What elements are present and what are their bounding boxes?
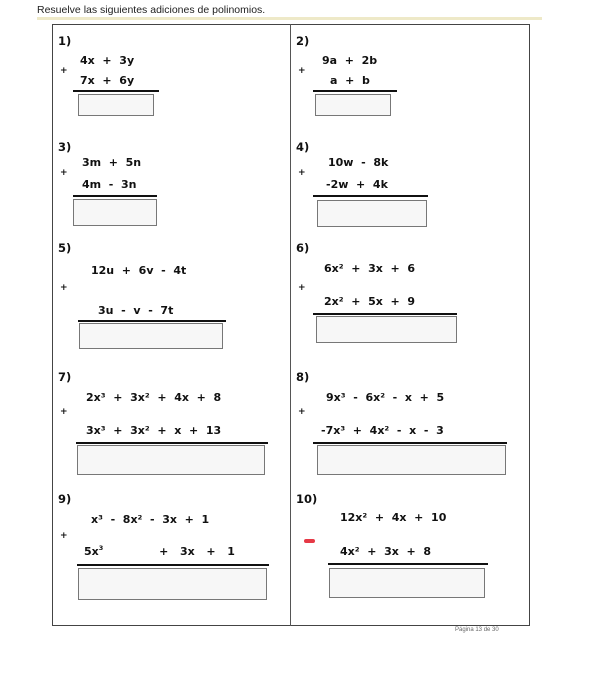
answer-box-7[interactable] (77, 445, 265, 475)
addend-1: 3m + 5n (82, 156, 142, 169)
sum-line (328, 563, 488, 565)
answer-box-2[interactable] (315, 94, 391, 116)
answer-box-6[interactable] (316, 316, 457, 343)
addend-1: x³ - 8x² - 3x + 1 (91, 513, 210, 526)
column-divider (290, 24, 291, 626)
problem-number: 4) (296, 140, 310, 154)
answer-box-9[interactable] (78, 568, 267, 600)
problem-number: 6) (296, 241, 310, 255)
problem-number: 9) (58, 492, 72, 506)
answer-box-5[interactable] (79, 323, 223, 349)
sum-line (313, 90, 397, 92)
addend-2: -2w + 4k (326, 178, 388, 191)
plus-sign: + (60, 168, 68, 178)
answer-box-4[interactable] (317, 200, 427, 227)
sum-line (313, 442, 507, 444)
addend-2: 2x² + 5x + 9 (324, 295, 416, 308)
addend-2-term: $5x^3$ (84, 544, 104, 558)
addend-1: 4x + 3y (80, 54, 135, 67)
sum-line (73, 195, 157, 197)
sum-line (313, 313, 457, 315)
red-minus-mark-icon (304, 539, 315, 543)
problem-number: 7) (58, 370, 72, 384)
addend-1: 12u + 6v - 4t (91, 264, 187, 277)
answer-box-3[interactable] (73, 199, 157, 226)
addend-2: 4m - 3n (82, 178, 137, 191)
answer-box-8[interactable] (317, 445, 506, 475)
plus-sign: + (298, 283, 306, 293)
plus-sign: + (60, 66, 68, 76)
problem-number: 5) (58, 241, 72, 255)
addend-1: 6x² + 3x + 6 (324, 262, 416, 275)
plus-sign: + (298, 66, 306, 76)
addend-2: -7x³ + 4x² - x - 3 (321, 424, 444, 437)
sum-line (78, 320, 226, 322)
sum-line (73, 90, 159, 92)
sum-line (76, 442, 268, 444)
problem-number: 3) (58, 140, 72, 154)
sum-line (313, 195, 428, 197)
addend-1: 10w - 8k (328, 156, 389, 169)
answer-box-1[interactable] (78, 94, 154, 116)
title-underline (37, 17, 542, 20)
addend-2: a + b (330, 74, 370, 87)
plus-sign: + (60, 283, 68, 293)
addend-2: 7x + 6y (80, 74, 135, 87)
sum-line (77, 564, 269, 566)
problem-number: 10) (296, 492, 318, 506)
plus-sign: + (298, 168, 306, 178)
addend-1: 12x² + 4x + 10 (340, 511, 447, 524)
plus-sign: + (298, 407, 306, 417)
addend-1: 9a + 2b (322, 54, 378, 67)
addend-2: 4x² + 3x + 8 (340, 545, 432, 558)
problem-number: 8) (296, 370, 310, 384)
addend-2: 3u - v - 7t (98, 304, 174, 317)
addend-1: 9x³ - 6x² - x + 5 (326, 391, 445, 404)
plus-sign: + (60, 531, 68, 541)
problem-number: 2) (296, 34, 310, 48)
page-footer: Página 13 de 30 (455, 627, 499, 633)
plus-sign: + (60, 407, 68, 417)
problem-number: 1) (58, 34, 72, 48)
addend-2-rest: + 3x + 1 (159, 545, 235, 558)
answer-box-10[interactable] (329, 568, 485, 598)
addend-2: 3x³ + 3x² + x + 13 (86, 424, 222, 437)
instructions-title: Resuelve las siguientes adiciones de polinomios. (37, 4, 266, 16)
addend-2 (84, 545, 235, 558)
addend-1: 2x³ + 3x² + 4x + 8 (86, 391, 222, 404)
